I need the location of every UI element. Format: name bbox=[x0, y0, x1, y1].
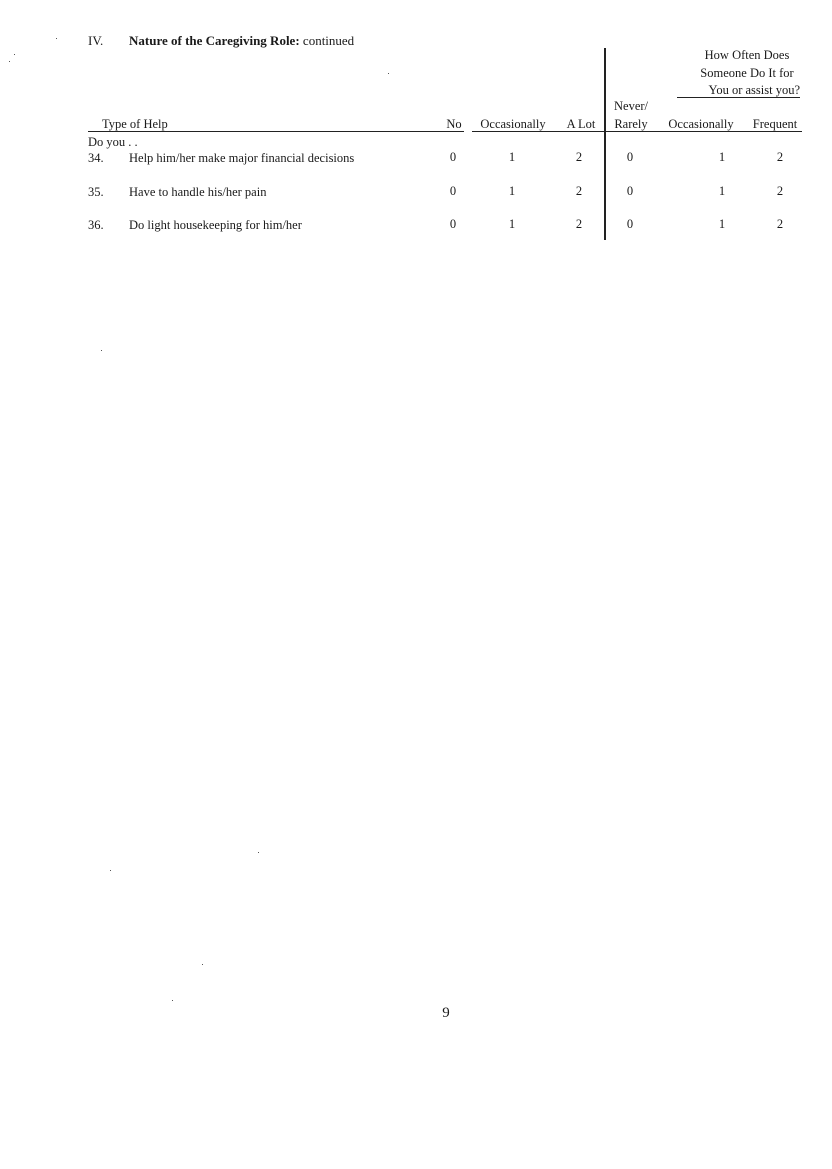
col-never-label: Never/ bbox=[613, 99, 649, 113]
section-number: IV. bbox=[88, 33, 104, 48]
option-frequent[interactable]: 2 bbox=[776, 217, 784, 231]
col-rarely: Rarely bbox=[614, 117, 648, 131]
option-frequent[interactable]: 2 bbox=[776, 184, 784, 198]
right-group-line-3: You or assist you? bbox=[708, 83, 800, 97]
option-someone-occasionally[interactable]: 1 bbox=[718, 217, 726, 231]
header-underline-right bbox=[472, 131, 802, 132]
right-group-line-1: How Often Does bbox=[704, 48, 790, 62]
option-alot[interactable]: 2 bbox=[575, 184, 583, 198]
scan-speck bbox=[202, 964, 203, 965]
option-no[interactable]: 0 bbox=[449, 184, 457, 198]
row-number: 35. bbox=[88, 185, 104, 199]
col-alot: A Lot bbox=[566, 117, 596, 131]
scan-speck bbox=[14, 54, 15, 55]
scan-speck bbox=[388, 73, 389, 74]
option-someone-occasionally[interactable]: 1 bbox=[718, 150, 726, 164]
option-occasionally[interactable]: 1 bbox=[508, 217, 516, 231]
col-occasionally-2: Occasionally bbox=[668, 117, 734, 131]
scan-speck bbox=[9, 61, 10, 62]
scan-speck bbox=[56, 38, 57, 39]
scan-speck bbox=[110, 870, 111, 871]
row-label: Do light housekeeping for him/her bbox=[129, 218, 302, 232]
col-no: No bbox=[446, 117, 462, 131]
section-title-rest: continued bbox=[302, 33, 355, 48]
option-alot[interactable]: 2 bbox=[575, 217, 583, 231]
right-group-line-2: Someone Do It for bbox=[700, 66, 794, 80]
option-never-rarely[interactable]: 0 bbox=[626, 217, 634, 231]
page-number: 9 bbox=[442, 1005, 450, 1021]
option-occasionally[interactable]: 1 bbox=[508, 150, 516, 164]
option-frequent[interactable]: 2 bbox=[776, 150, 784, 164]
col-occasionally: Occasionally bbox=[480, 117, 546, 131]
option-alot[interactable]: 2 bbox=[575, 150, 583, 164]
scan-speck bbox=[101, 350, 102, 351]
right-group-underline bbox=[677, 97, 800, 98]
scan-speck bbox=[258, 852, 259, 853]
section-title-bold: Nature of the Caregiving Role: bbox=[129, 33, 300, 48]
do-you-prompt: Do you . . bbox=[88, 135, 138, 149]
row-number: 36. bbox=[88, 218, 104, 232]
col-frequent: Frequent bbox=[752, 117, 798, 131]
option-never-rarely[interactable]: 0 bbox=[626, 184, 634, 198]
section-title bbox=[129, 33, 354, 49]
row-label: Have to handle his/her pain bbox=[129, 185, 267, 199]
option-no[interactable]: 0 bbox=[449, 150, 457, 164]
option-occasionally[interactable]: 1 bbox=[508, 184, 516, 198]
column-divider bbox=[604, 48, 606, 240]
row-label: Help him/her make major financial decisions bbox=[129, 151, 355, 165]
header-underline-left bbox=[88, 131, 464, 132]
scan-speck bbox=[172, 1000, 173, 1001]
option-never-rarely[interactable]: 0 bbox=[626, 150, 634, 164]
option-no[interactable]: 0 bbox=[449, 217, 457, 231]
row-number: 34. bbox=[88, 151, 104, 165]
col-type-of-help: Type of Help bbox=[102, 117, 168, 131]
option-someone-occasionally[interactable]: 1 bbox=[718, 184, 726, 198]
